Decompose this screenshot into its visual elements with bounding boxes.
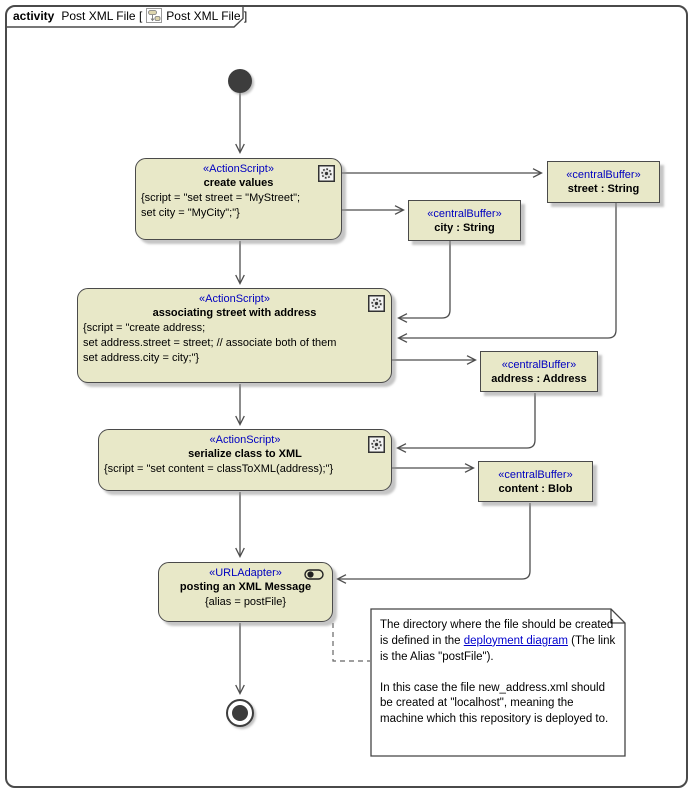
stereotype-label: «ActionScript» (203, 163, 274, 175)
activity-diagram-icon (146, 8, 162, 23)
script-line: set address.street = street; // associate both of them (83, 336, 337, 349)
frame-title (13, 8, 247, 23)
action-associating-street-with-address[interactable] (77, 288, 392, 383)
stereotype-label: «centralBuffer» (501, 358, 577, 371)
initial-node[interactable] (228, 69, 252, 93)
note-paragraph-1 (380, 618, 617, 666)
buffer-name: street : String (567, 183, 640, 195)
buffer-name: content : Blob (498, 482, 573, 495)
frame-title-right: Post XML File ] (166, 8, 248, 23)
action-create-values[interactable] (135, 158, 342, 240)
final-node-dot (232, 705, 248, 721)
action-name: posting an XML Message (179, 581, 312, 593)
action-name: serialize class to XML (188, 448, 302, 460)
stereotype-label: «centralBuffer» (427, 207, 502, 220)
note-p1-before: The directory where the file should be created is defined in the (380, 619, 614, 647)
edge-city-to-associating (399, 241, 450, 318)
buffer-name: city : String (434, 221, 495, 234)
stereotype-label: «ActionScript» (199, 293, 270, 305)
stereotype-label: «ActionScript» (209, 434, 281, 446)
buffer-city[interactable] (408, 200, 521, 241)
toggle-pill-icon (304, 569, 324, 580)
action-name: create values (203, 177, 274, 189)
gear-icon (318, 165, 335, 182)
script-line: {script = "set content = classToXML(address);"} (104, 463, 334, 475)
buffer-address[interactable] (480, 351, 598, 392)
deployment-diagram-link[interactable]: deployment diagram (463, 634, 568, 647)
buffer-name: address : Address (491, 372, 587, 385)
gear-icon (368, 295, 385, 312)
script-line: {script = "set street = "MyStreet"; (141, 192, 301, 204)
script-line: set city = "MyCity";"} (141, 206, 240, 219)
frame-keyword: activity (13, 8, 55, 23)
edge-content-to-post (338, 503, 530, 579)
stereotype-label: «URLAdapter» (209, 567, 282, 579)
frame-title-left: Post XML File [ (61, 8, 143, 23)
tagged-value: {alias = postFile} (204, 596, 287, 608)
activity-final-node[interactable] (226, 699, 254, 727)
gear-icon (368, 436, 385, 453)
script-line: set address.city = city;"} (83, 351, 200, 364)
note-text (371, 609, 625, 756)
note-p1-after: (The link is the Alias "postFile"). (380, 634, 616, 663)
stereotype-label: «centralBuffer» (566, 169, 641, 181)
buffer-content[interactable] (478, 461, 593, 502)
stereotype-label: «centralBuffer» (498, 468, 573, 481)
note-paragraph-2: In this case the file new_address.xml should be created at "localhost", meaning the machine which this repository is deployed to. (380, 681, 609, 726)
note-anchor-line (333, 623, 370, 661)
action-posting-an-xml-message[interactable] (158, 562, 333, 622)
buffer-street[interactable] (547, 161, 660, 203)
action-serialize-class-to-xml[interactable] (98, 429, 392, 491)
script-line: {script = "create address; (83, 322, 206, 334)
edge-address-to-serialize (398, 393, 535, 448)
action-name: associating street with address (152, 307, 317, 319)
